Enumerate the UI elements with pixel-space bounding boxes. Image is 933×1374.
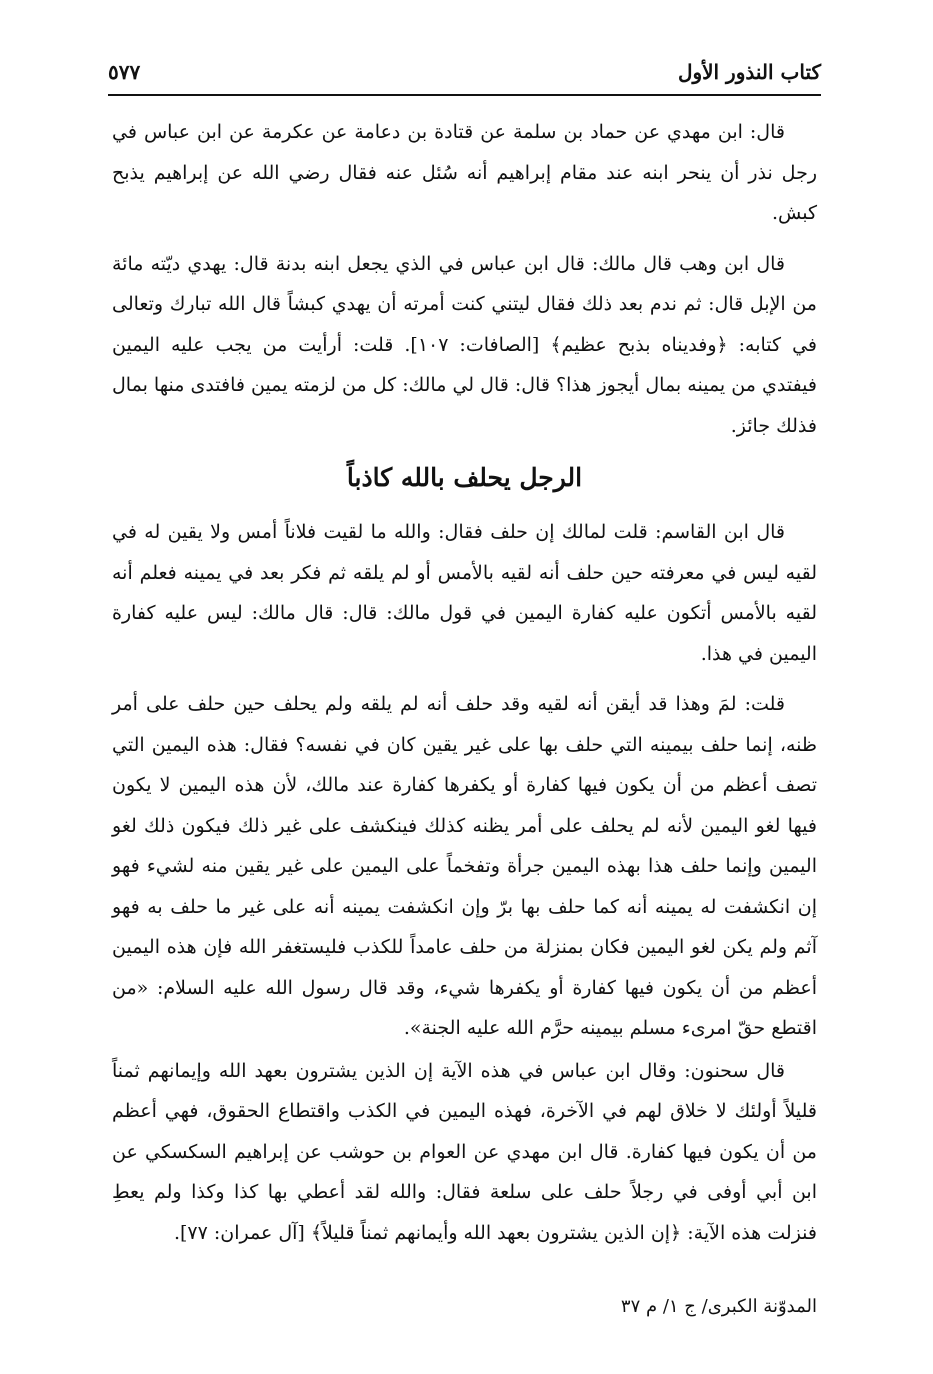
footer-signature: المدوّنة الكبرى/ ج ١/ م ٣٧ [620, 1296, 817, 1317]
paragraph: قال ابن وهب قال مالك: قال ابن عباس في الذي يجعل ابنه بدنة قال: يهدي ديّته مائة من الإبل قال: ثم ندم بعد ذلك فقال ليتني كنت أمرته أن يهدي كبشاً قال الله تبارك وتعالى في كتابه: ﴿وفديناه بذبح عظيم﴾ [الصافات: ١٠٧]. قلت: أرأيت من يجب عليه اليمين فيفتدي من يمينه بمال أيجوز هذا؟ قال: قال لي مالك: كل من لزمته يمين فافتدى منها بمال فذلك جائز. [112, 252, 817, 437]
section-heading: الرجل يحلف بالله كاذباً [346, 463, 583, 492]
running-header [108, 56, 821, 90]
paragraph: قال سحنون: وقال ابن عباس في هذه الآية إن الذين يشترون بعهد الله وإيمانهم ثمناً قليلاً أولئك لا خلاق لهم في الآخرة، فهذه اليمين في الكذب واقتطاع الحقوق، فهي أعظم من أن يكون فيها كفارة. قال ابن مهدي عن العوام بن حوشب عن إبراهيم السكسكي عن ابن أبي أوفى في رجلاً حلف على سلعة فقال: والله لقد أعطي بها كذا وكذا ولم يعطِ فنزلت هذه الآية: ﴿إن الذين يشترون بعهد الله وأيمانهم ثمناً قليلاً﴾ [آل عمران: ٧٧]. [112, 1059, 817, 1244]
paragraph: قال ابن القاسم: قلت لمالك إن حلف فقال: والله ما لقيت فلاناً أمس ولا يقين له في لقيه ليس في معرفته حين حلف أنه لقيه بالأمس أو لم يلقه ثم فكر بعد في يمينه فعلم أنه لقيه بالأمس أتكون عليه كفارة اليمين في قول مالك: قال: قال مالك: ليس عليه كفارة اليمين في هذا. [112, 521, 818, 665]
page-number: ٥٧٧ [108, 60, 141, 84]
header-divider [108, 94, 821, 96]
paragraph: قال: ابن مهدي عن حماد بن سلمة عن قتادة بن دعامة عن عكرمة عن ابن عباس في رجل نذر أن ينحر ابنه عند مقام إبراهيم أنه سُئل عنه فقال رضي الله عن إبراهيم يذبح كبش. [112, 121, 817, 224]
header-title: كتاب النذور الأول [677, 60, 821, 84]
paragraph: قلت: لمَ وهذا قد أيقن أنه لقيه وقد حلف أنه لم يلقه ولم يحلف حين حلف على أمر ظنه، إنما حلف بيمينه التي حلف بها على غير يقين كان في نفسه؟ فقال: هذه اليمين التي تصف أعظم من أن يكون فيها كفارة أو يكفرها كفارة عند مالك، لأن هذه اليمين لا يكون فيها لغو اليمين لأنه لم يحلف على أمر يظنه كذلك فينكشف على غير ذلك فيكون ذلك لغو اليمين وإنما حلف هذا بهذه اليمين جرأة وتفخماً على اليمين على غير يقين منه لشيء فهو إن انكشفت له يمينه أنه كما حلف بها برّ وإن انكشفت يمينه أنه على غير ما حلف به فهو آثم ولم يكن لغو اليمين فكان بمنزلة من حلف عامداً للكذب فليستغفر الله فإن هذه اليمين أعظم من أن يكون فيها كفارة أو يكفرها شيء، وقد قال رسول الله عليه السلام: «من اقتطع حقّ امرىء مسلم بيمينه حرَّم الله عليه الجنة». [112, 693, 817, 1039]
body-text [112, 112, 817, 1263]
